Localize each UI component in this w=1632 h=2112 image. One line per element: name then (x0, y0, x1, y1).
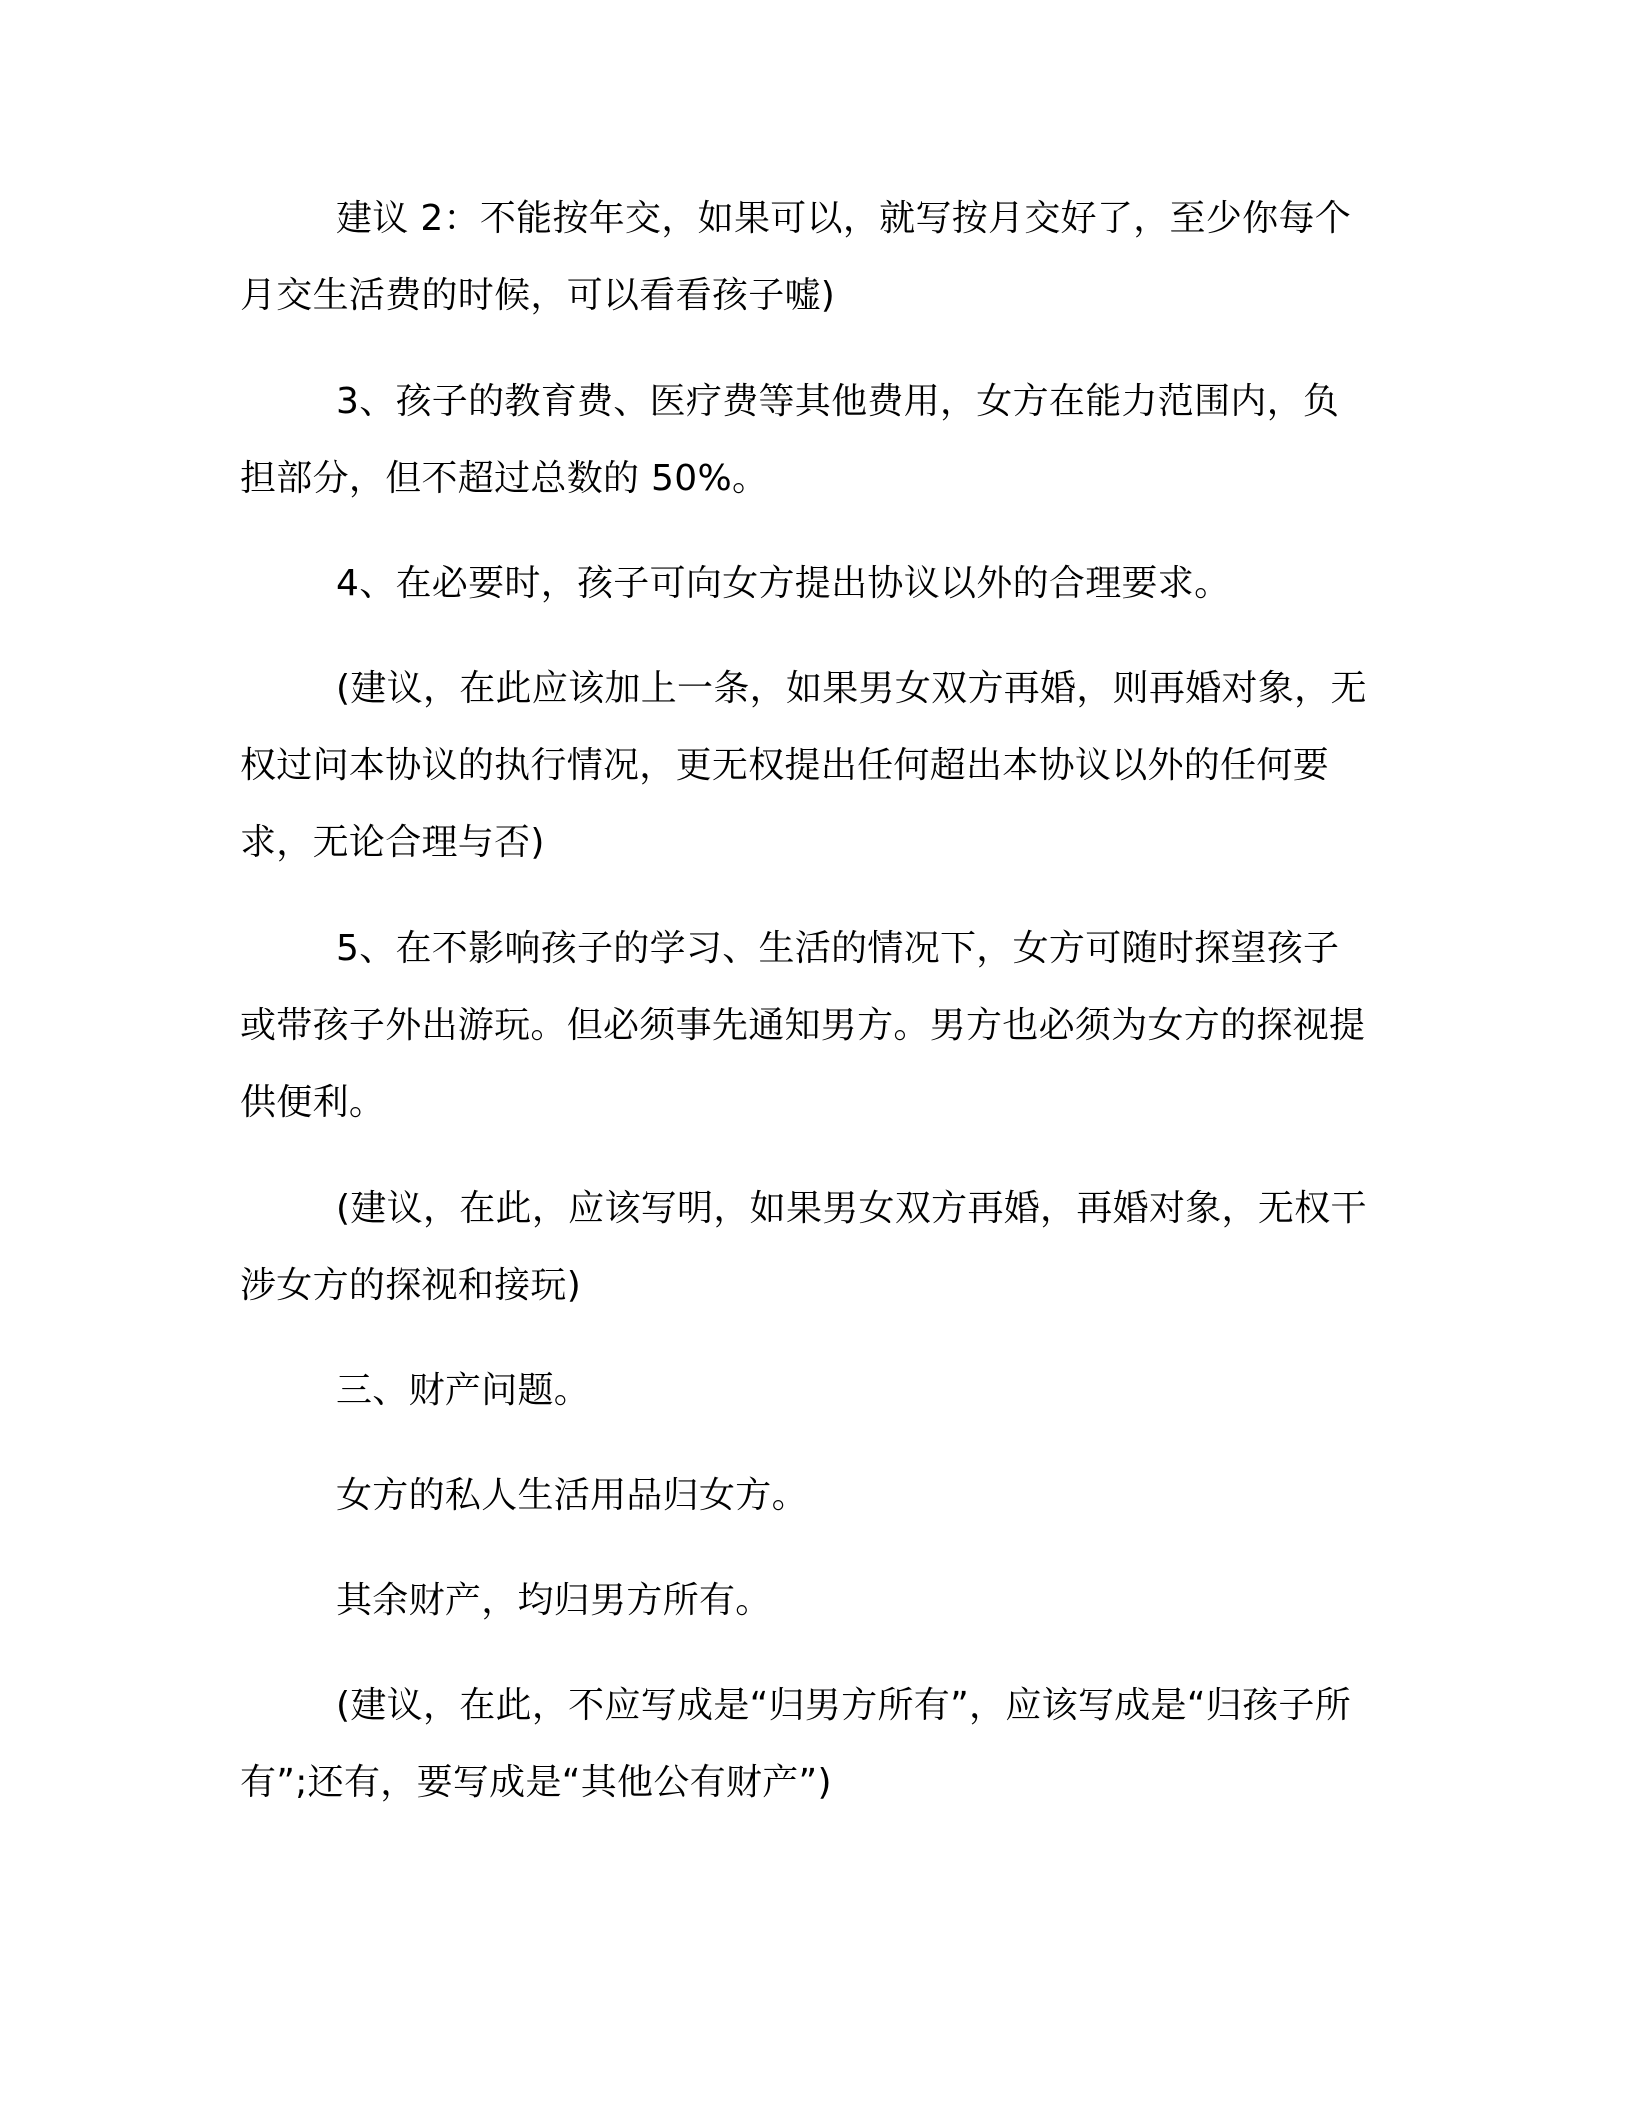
paragraph-suggestion-property: (建议，在此，不应写成是“归男方所有”，应该写成是“归孩子所有”;还有，要写成是“其他公有财产”) (240, 1685, 1351, 1803)
paragraph-item-3: 3、孩子的教育费、医疗费等其他费用，女方在能力范围内，负担部分，但不超过总数的 50%。 (240, 381, 1340, 499)
paragraph-personal-items: 女方的私人生活用品归女方。 (336, 1475, 808, 1516)
paragraph-item-5: 5、在不影响孩子的学习、生活的情况下，女方可随时探望孩子或带孩子外出游玩。但必须事先通知男方。男方也必须为女方的探视提供便利。 (240, 928, 1366, 1123)
paragraph-remaining-property: 其余财产，均归男方所有。 (336, 1580, 772, 1621)
paragraph-suggestion-remarriage: (建议，在此应该加上一条，如果男女双方再婚，则再婚对象，无权过问本协议的执行情况，更无权提出任何超出本协议以外的任何要求，无论合理与否) (240, 668, 1367, 863)
section-heading-property: 三、财产问题。 (336, 1370, 591, 1411)
paragraph-suggestion-2: 建议 2：不能按年交，如果可以，就写按月交好了，至少你每个月交生活费的时候，可以看看孩子嘘) (240, 198, 1352, 316)
paragraph-item-4: 4、在必要时，孩子可向女方提出协议以外的合理要求。 (336, 563, 1231, 604)
paragraph-suggestion-visitation: (建议，在此，应该写明，如果男女双方再婚，再婚对象，无权干涉女方的探视和接玩) (240, 1188, 1367, 1306)
